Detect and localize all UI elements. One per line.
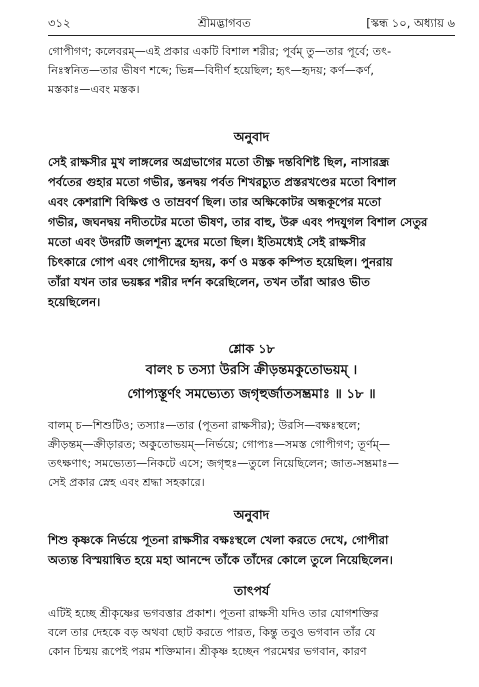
translation-line: অত্যন্ত বিস্ময়ান্বিত হয়ে মহা আনন্দে তাঁকে তাঁদের কোলে তুলে নিয়েছিলেন।: [48, 553, 393, 567]
verse-line-2: গোপ্যস্তূর্ণং সমভ্যেত্য জগৃহুর্জাতসম্ভ্রমাঃ ॥ ১৮ ॥: [127, 387, 376, 402]
purport-line: বলে তার দেহকে বড় অথবা ছোট করতে পারত, কিন্তু তবুও ভগবান তাঁর যে: [48, 626, 376, 639]
translation-text: [48, 530, 455, 570]
translation-heading: অনুবাদ: [233, 129, 270, 144]
purport-heading: তাৎপর্য: [233, 583, 270, 598]
chapter-location: [স্কন্ধ ১০, অধ্যায় ৬: [366, 16, 455, 30]
translation-line: শিশু কৃষ্ণকে নির্ভয়ে পূতনা রাক্ষসীর বক্ষঃস্থলে খেলা করতে দেখে, গোপীরা: [48, 533, 389, 547]
translation-line: চিৎকারে গোপ এবং গোপীদের হৃদয়, কর্ণ ও মস্তক কম্পিত হয়েছিল। পুনরায়: [48, 255, 393, 269]
purport-line: কোন চিন্ময় রূপেই পরম শক্তিমান। শ্রীকৃষ্ণ হচ্ছেন পরমেশ্বর ভগবান, কারণ: [48, 645, 367, 658]
purport-line: এটিই হচ্ছে শ্রীকৃষ্ণের ভগবত্তার প্রকাশ। পূতনা রাক্ষসী যদিও তার যোগশক্তির: [48, 607, 379, 620]
synonym-line: সেই প্রকার স্নেহ এবং শ্রদ্ধা সহকারে।: [48, 476, 205, 489]
page-number: ৩১২: [48, 16, 71, 30]
translation-line: তাঁরা যখন তার ভয়ঙ্কর শরীর দর্শন করেছিলেন, তখন তাঁরা আরও ভীত: [48, 275, 370, 289]
synonym-line: ক্রীড়ন্তম্—ক্রীড়ারত; অকুতোভয়ম্—নির্ভয়ে; গোপ্যঃ—সমস্ত গোপীগণ; তূর্ণম্—: [48, 438, 391, 451]
verse-label: শ্লোক ১৮: [228, 341, 275, 356]
translation-heading: অনুবাদ: [233, 507, 270, 522]
synonym-line: বালম্ চ—শিশুটিও; তস্যাঃ—তার (পূতনা রাক্ষসীর); উরসি—বক্ষঃস্থলে;: [48, 419, 361, 432]
translation-line: গভীর, জঘনদ্বয় নদীতটের মতো ভীষণ, তার বাহু, উরু এবং পদযুগল বিশাল সেতুর: [48, 215, 428, 229]
synonym-line: তৎক্ষণাৎ; সমভ্যেত্য—নিকটে এসে; জগৃহুঃ—তুলে নিয়েছিলেন; জাত-সম্ভ্রমাঃ—: [48, 457, 399, 470]
translation-line: মতো এবং উদরটি জলশূন্য হ্রদের মতো ছিল। ইতিমধ্যেই সেই রাক্ষসীর: [48, 235, 366, 249]
synonym-line: গোপীগণ; কলেবরম্—এই প্রকার একটি বিশাল শরীর; পূর্বম্ তু—তার পূর্বে; তৎ-: [48, 45, 392, 58]
verse-synonyms: [48, 416, 455, 492]
verse-line-1: বালং চ তস্যা উরসি ক্রীড়ন্তমকুতোভয়ম্ ।: [145, 363, 358, 378]
synonym-line: মস্তকাঃ—এবং মস্তক।: [48, 83, 140, 96]
book-title: শ্রীমদ্ভাগবত: [198, 16, 251, 30]
translation-text: [48, 152, 455, 312]
translation-line: হয়েছিলেন।: [48, 295, 101, 309]
synonym-line: নিঃস্বনিত—তার ভীষণ শব্দে; ভিন্ন—বিদীর্ণ হয়েছিল; হৃৎ—হৃদয়; কর্ণ—কর্ণ,: [48, 64, 374, 77]
synonyms-continued: [48, 42, 455, 99]
header-rule: [48, 35, 455, 36]
page-header: [48, 12, 455, 34]
purport-text: [48, 604, 455, 661]
translation-line: এবং কেশরাশি বিক্ষিপ্ত ও তাম্রবর্ণ ছিল। তার অক্ষিকোটর অন্ধকূপের মতো: [48, 195, 382, 209]
translation-line: সেই রাক্ষসীর মুখ লাঙ্গলের অগ্রভাগের মতো তীক্ষ্ণ দন্তবিশিষ্ট ছিল, নাসারন্ধ্র: [48, 155, 390, 169]
translation-line: পর্বতের গুহার মতো গভীর, স্তনদ্বয় পর্বত শিখরচ্যুত প্রস্তরখণ্ডের মতো বিশাল: [48, 175, 397, 189]
